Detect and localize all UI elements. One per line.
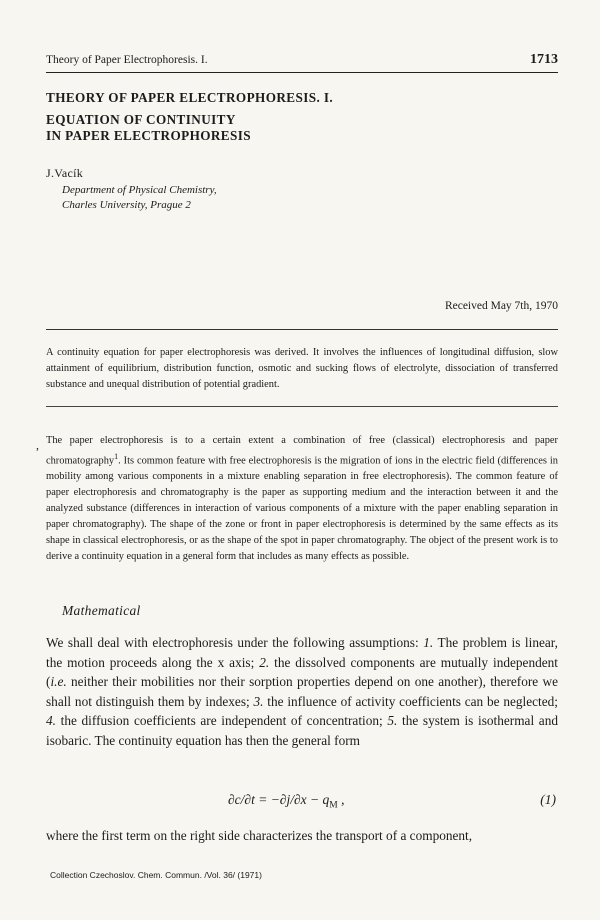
- assumptions-paragraph: [46, 633, 558, 751]
- journal-footer: Collection Czechoslov. Chem. Commun. /Vol. 36/ (1971): [50, 870, 262, 880]
- received-date: Received May 7th, 1970: [444, 300, 558, 312]
- item-number-5: 5.: [387, 713, 398, 729]
- item-number-3: 3.: [253, 693, 264, 709]
- item-number-4: 4.: [46, 713, 56, 729]
- body-text-d: neither their mobilities nor their sorption properties depend on one another), therefore we shall not distinguish them by indexes;: [46, 674, 558, 709]
- affiliation-line-1: Department of Physical Chemistry,: [62, 184, 217, 196]
- running-header: [46, 52, 558, 73]
- page-number: 1713: [530, 52, 558, 67]
- abstract: A continuity equation for paper electrophoresis was derived. It involves the influences of longitudinal diffusion, slow attainment of equilibrium, distribution function, osmotic and sucking flows of electrolyte, dissociation of transferred substance and unequal distribution of potential gradient.: [46, 347, 558, 390]
- intro-text-b: . Its common feature with free electrophoresis is the migration of ions in the electric field (differences in mobility among various components in a mixture enabling separation in free electrophoresis). The common feature of paper electrophoresis and chromatography is the paper as supporting medium and the interaction between it and the analyzed substance (differences in interaction of various components of a mixture with the paper enabling separation in paper chromatography). The shape of the zone or front in paper electrophoresis is determined by the same effects as its shape in classical electrophoresis, or as the shape of the spot in paper chromatography. The object of the present work is to derive a continuity equation in a general form that includes as many effects as possible.: [46, 455, 558, 563]
- body-text-c: the dissolved components are mutually independent (: [46, 654, 558, 690]
- title-line-3: IN PAPER ELECTROPHORESIS: [46, 128, 252, 143]
- intro-text-a: The paper electrophoresis is to a certain extent a combination of free (classical) electrophoresis and paper chromatography: [46, 435, 558, 467]
- author-affiliation: [62, 183, 217, 213]
- transport-paragraph: where the first term on the right side characterizes the transport of a component,: [46, 828, 473, 843]
- equation-body: ∂c/∂t = −∂j/∂x − q: [228, 792, 330, 807]
- article-title: [46, 90, 558, 144]
- continuity-equation: [228, 792, 344, 811]
- ie-abbrev: i.e.: [50, 674, 67, 690]
- item-number-1: 1.: [423, 635, 434, 650]
- body-text-f: the diffusion coefficients are independent of concentration;: [55, 713, 388, 729]
- section-heading: Mathematical: [62, 603, 141, 618]
- abstract-top-rule: [46, 329, 558, 330]
- body-text-b: The problem is linear, the motion proceeds along the x axis;: [46, 635, 558, 670]
- introduction-paragraph: [46, 433, 558, 565]
- author-name: J.Vacík: [46, 166, 84, 180]
- reference-marker: 1: [114, 452, 119, 461]
- equation-number: (1): [540, 792, 556, 807]
- running-title: Theory of Paper Electrophoresis. I.: [46, 54, 208, 66]
- affiliation-line-2: Charles University, Prague 2: [62, 199, 191, 211]
- body-text-a: We shall deal with electrophoresis under the following assumptions:: [46, 635, 424, 650]
- margin-mark: ,: [36, 438, 39, 452]
- item-number-2: 2.: [259, 654, 270, 670]
- body-text-e: the influence of activity coefficients can be neglected;: [263, 693, 558, 709]
- equation-subscript: M: [329, 800, 338, 811]
- equation-tail: ,: [337, 792, 345, 807]
- title-line-2: EQUATION OF CONTINUITY: [46, 112, 236, 127]
- abstract-bottom-rule: [46, 406, 558, 407]
- title-line-1: THEORY OF PAPER ELECTROPHORESIS. I.: [46, 90, 334, 105]
- body-text-g: the system is isothermal and isobaric. The continuity equation has then the general form: [46, 713, 558, 748]
